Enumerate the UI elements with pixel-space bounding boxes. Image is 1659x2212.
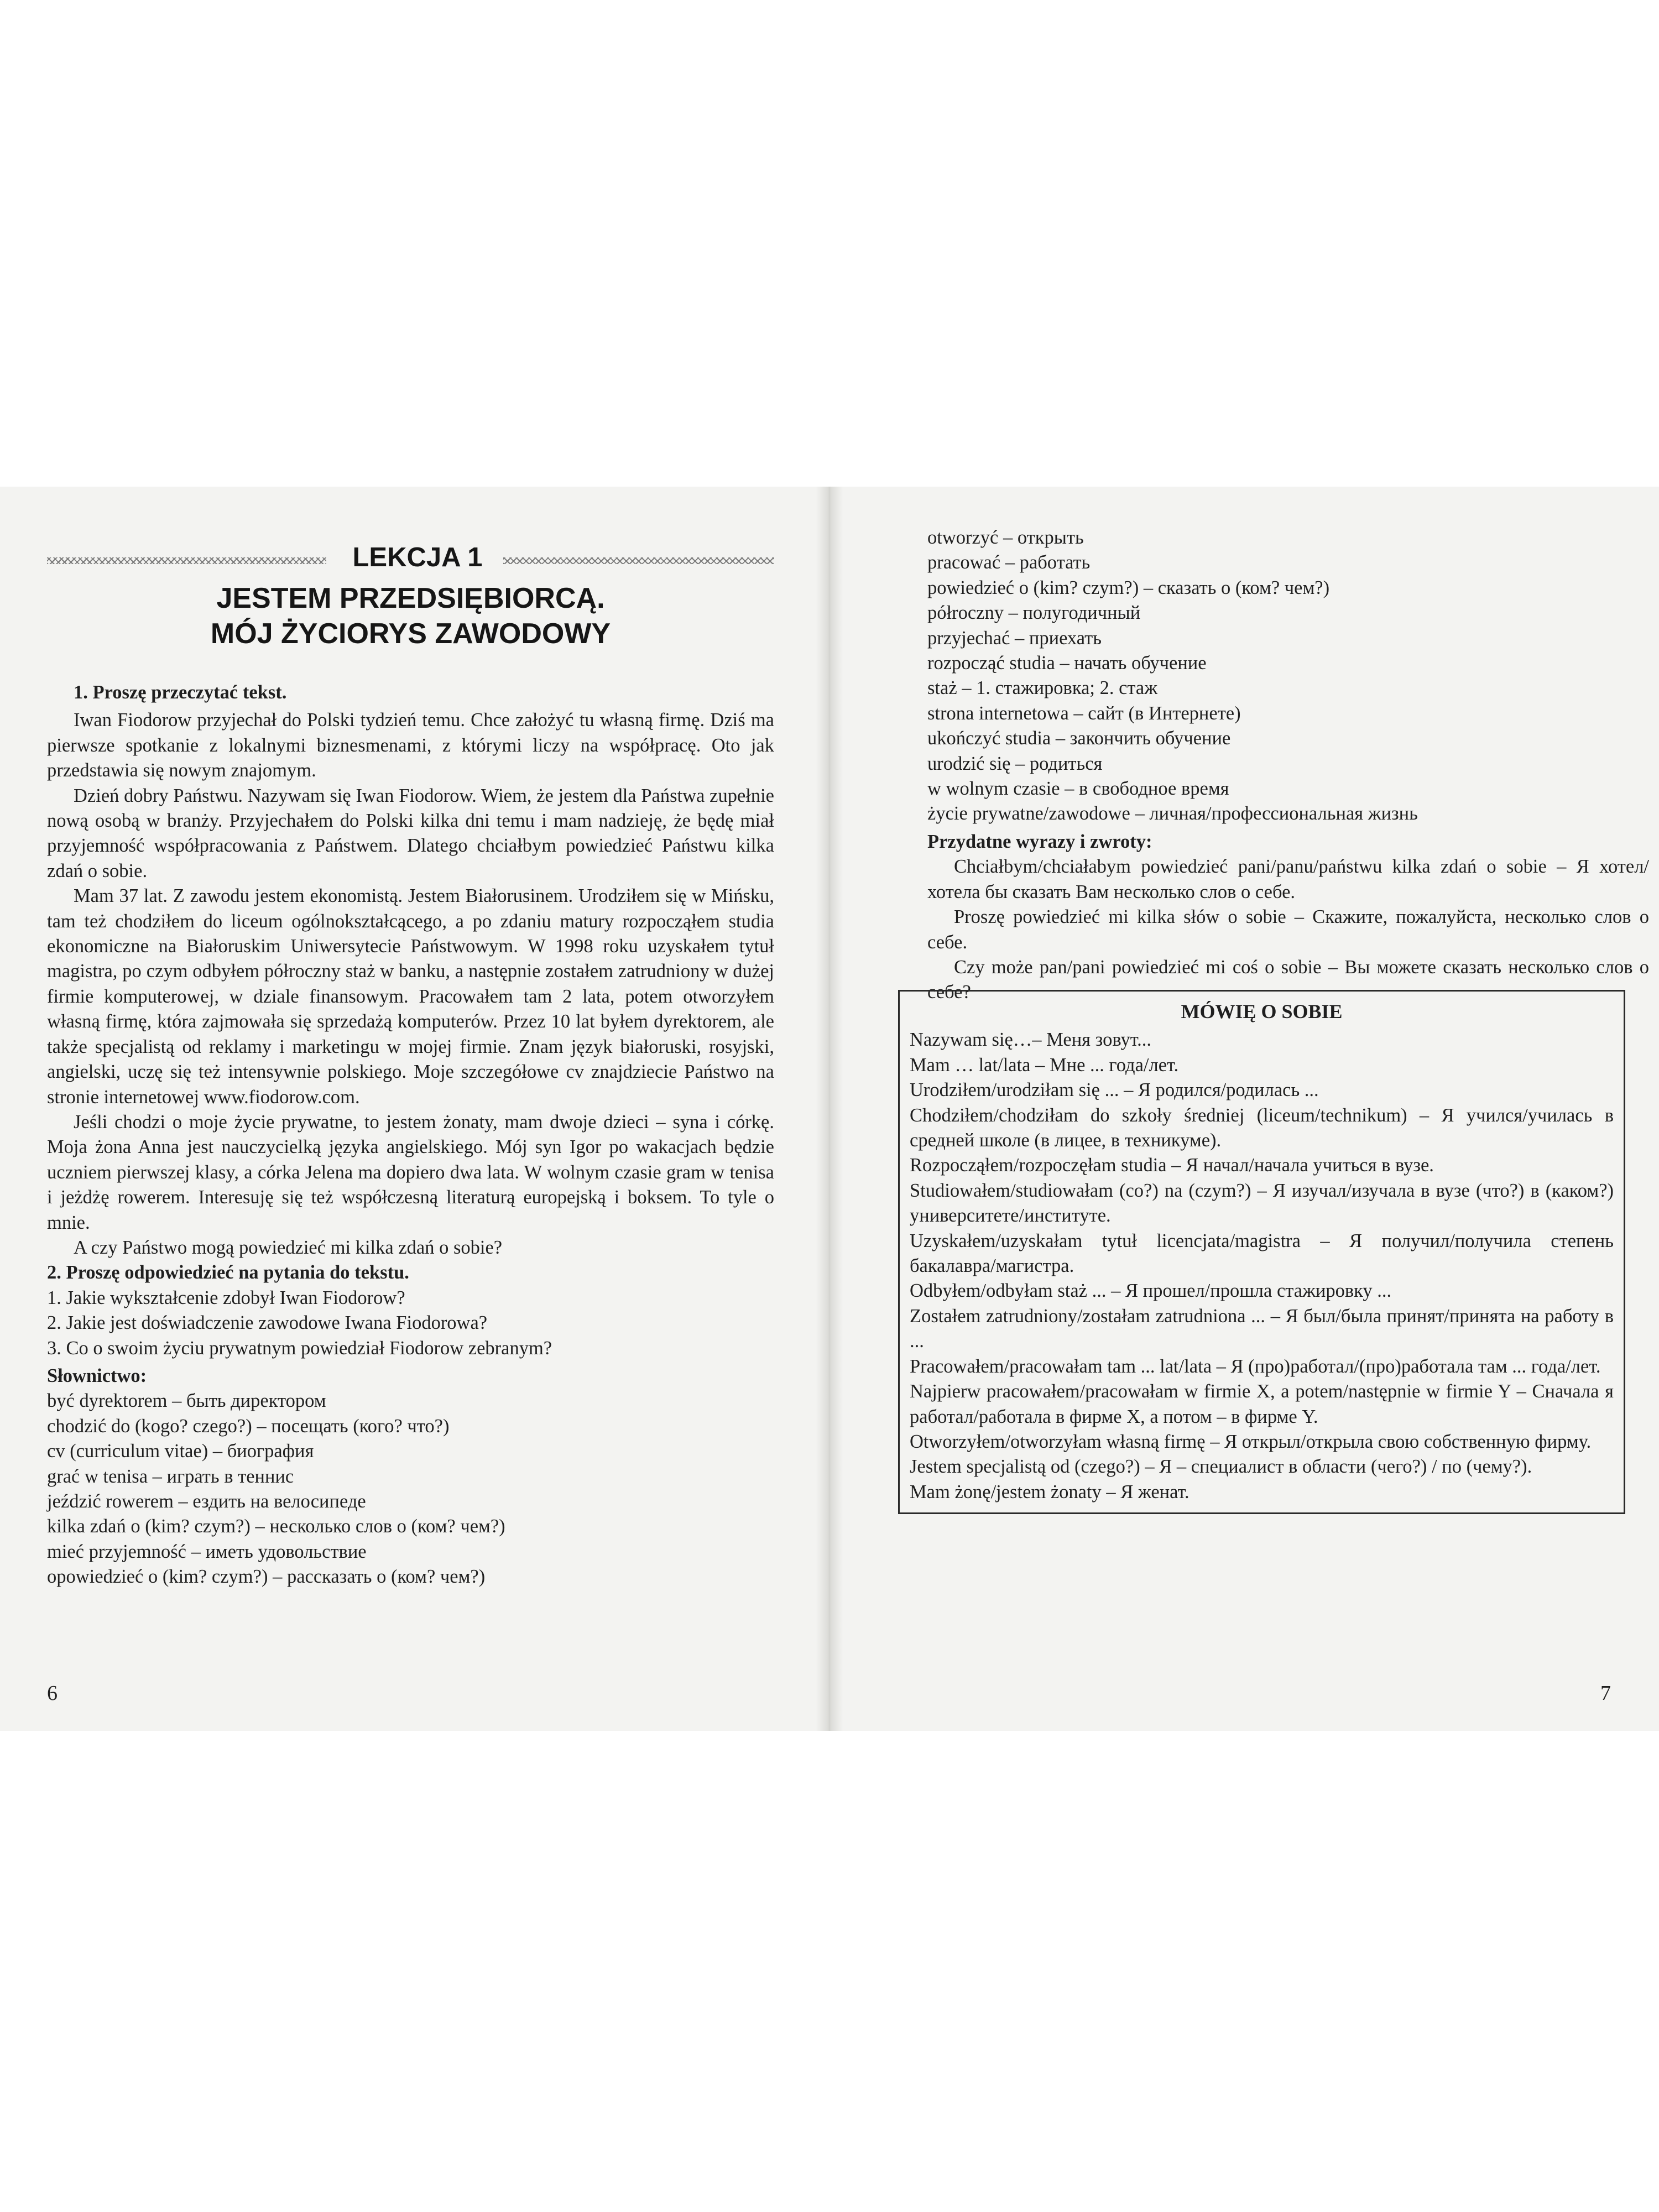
box-entry: Studiowałem/studiowałam (co?) na (czym?) – Я изучал/изучала в вузе (что?) в (каком?) университете/институте. bbox=[910, 1180, 1614, 1227]
vocab-entry: w wolnym czasie – в свободное время bbox=[927, 778, 1229, 800]
box-entry: Otworzyłem/otworzyłam własną firmę – Я открыл/открыла свою собственную фирму. bbox=[910, 1431, 1592, 1452]
reading-paragraph: Jeśli chodzi o moje życie prywatne, to jestem żonaty, mam dwoje dzieci – syna i córkę. Moja żona Anna jest nauczycielką języka angielskiego. Mój syn Igor po wakacjach będzie uczniem pierwszej klasy, a córka Jelena ma dopiero dwa lata. W wolnym czasie gram w tenisa i jeżdżę rowerem. Interesuję się też współczesną literaturą europejską i boksem. To tyle o mnie. bbox=[47, 1111, 774, 1233]
vocab-entry: strona internetowa – сайт (в Интернете) bbox=[927, 702, 1241, 724]
exercise-1-heading: 1. Proszę przeczytać tekst. bbox=[74, 682, 287, 703]
reading-paragraph: Mam 37 lat. Z zawodu jestem ekonomistą. Jestem Białorusinem. Urodziłem się w Mińsku, tam też chodziłem do liceum ogólnokształcącego, a po zdaniu matury rozpocząłem studia ekonomiczne na Białoruskim Uniwersytecie Państwowym. W 1998 roku uzyskałem tytuł magistra, po czym odbyłem półroczny staż w banku, a następnie zostałem zatrudniony w dużej firmie komputerowej, w dziale finansowym. Pracowałem tam 2 lata, potem otworzyłem własną firmę, która zajmowała się sprzedażą komputerów. Przez 10 lat byłem dyrektorem, ale także specjalistą od reklamy i marketingu w mojej firmie. Znam język białoruski, rosyjski, angielski, uczę się też intensywnie polskiego. Moje szczegółowe cv znajdziecie Państwo na stronie internetowej www.fiodorow.com. bbox=[47, 885, 774, 1108]
box-entry: Zostałem zatrudniony/zostałam zatrudniona ... – Я был/была принят/принята на работу в ... bbox=[910, 1305, 1614, 1352]
vocab-entry: otworzyć – открыть bbox=[927, 527, 1084, 548]
vocab-entry: rozpocząć studia – начать обучение bbox=[927, 653, 1207, 674]
vocab-entry: cv (curriculum vitae) – биография bbox=[47, 1441, 314, 1462]
vocab-entry: opowiedzieć o (kim? czym?) – рассказать о (ком? чем?) bbox=[47, 1566, 486, 1588]
reading-paragraph: Iwan Fiodorow przyjechał do Polski tydzień temu. Chce założyć tu własną firmę. Dziś ma pierwsze spotkanie z lokalnymi biznesmenami, z którymi liczy na współpracę. Oto jak przedstawia się nowym znajomym. bbox=[47, 709, 774, 781]
vocab-entry: staż – 1. стажировка; 2. стаж bbox=[927, 677, 1158, 699]
box-entry: Najpierw pracowałem/pracowałam w firmie X, a potem/następnie w firmie Y – Сначала я работал/работала в фирме X, а потом – в фирме Y. bbox=[910, 1381, 1614, 1427]
about-me-box bbox=[898, 990, 1625, 1514]
book-gutter bbox=[816, 487, 843, 1731]
vocab-entry: pracować – работать bbox=[927, 552, 1091, 573]
vocab-entry: grać w tenisa – играть в теннис bbox=[47, 1465, 294, 1487]
lesson-title bbox=[47, 581, 774, 651]
page-number: 6 bbox=[47, 1682, 58, 1705]
lesson-header bbox=[47, 542, 774, 575]
vocab-entry: być dyrektorem – быть директором bbox=[47, 1390, 326, 1412]
reading-paragraph: A czy Państwo mogą powiedzieć mi kilka zdań o sobie? bbox=[74, 1237, 503, 1258]
right-body bbox=[927, 525, 1649, 1005]
vocab-entry: życie prywatne/zawodowe – личная/профессиональная жизнь bbox=[927, 803, 1418, 825]
vocab-entry: powiedzieć o (kim? czym?) – сказать о (ком? чем?) bbox=[927, 577, 1330, 598]
box-entry: Jestem specjalistą od (czego?) – Я – специалист в области (чего?) / по (чему?). bbox=[910, 1456, 1532, 1478]
box-entry: Nazywam się…– Меня зовут... bbox=[910, 1029, 1152, 1051]
box-entry: Chodziłem/chodziłam do szkoły średniej (liceum/technikum) – Я учился/училась в средней школе (в лицее, в техникуме). bbox=[910, 1104, 1614, 1151]
lesson-label: LEKCJA 1 bbox=[352, 542, 483, 572]
question-item: 1. Jakie wykształcenie zdobył Iwan Fiodorow? bbox=[47, 1287, 405, 1308]
phrase-entry: Proszę powiedzieć mi kilka słów o sobie – Скажите, пожалуйста, несколько слов о себе. bbox=[927, 906, 1649, 953]
vocab-entry: ukończyć studia – закончить обучение bbox=[927, 728, 1231, 749]
box-entry: Mam żonę/jestem żonaty – Я женат. bbox=[910, 1481, 1190, 1503]
page-number: 7 bbox=[1600, 1682, 1611, 1705]
box-title: MÓWIĘ O SOBIE bbox=[1181, 1000, 1343, 1022]
vocabulary-heading: Słownictwo: bbox=[47, 1365, 147, 1386]
question-item: 2. Jakie jest doświadczenie zawodowe Iwana Fiodorowa? bbox=[47, 1312, 488, 1334]
right-page bbox=[843, 487, 1659, 1731]
vocab-entry: przyjechać – приехать bbox=[927, 627, 1102, 649]
vocab-entry: kilka zdań o (kim? czym?) – несколько слов о (ком? чем?) bbox=[47, 1516, 505, 1537]
box-entry: Mam … lat/lata – Мне ... года/лет. bbox=[910, 1054, 1179, 1076]
left-body bbox=[47, 680, 774, 1590]
phrases-heading: Przydatne wyrazy i zwroty: bbox=[927, 831, 1152, 852]
box-entry: Rozpocząłem/rozpoczęłam studia – Я начал/начала учиться в вузе. bbox=[910, 1155, 1434, 1176]
decorative-border-right bbox=[503, 557, 774, 564]
vocab-entry: urodzić się – родиться bbox=[927, 753, 1103, 774]
reading-paragraph: Dzień dobry Państwu. Nazywam się Iwan Fiodorow. Wiem, że jestem dla Państwa zupełnie nową osobą w branży. Przyjechałem do Polski kilka dni temu i mam nadzieję, że będę miał przyjemność współpracowania z Państwem. Dlatego chciałbym powiedzieć Państwu kilka zdań o sobie. bbox=[47, 785, 774, 881]
title-line-1: JESTEM PRZEDSIĘBIORCĄ. bbox=[216, 582, 605, 614]
question-item: 3. Co o swoim życiu prywatnym powiedział Fiodorow zebranym? bbox=[47, 1337, 552, 1359]
decorative-border-left bbox=[47, 557, 326, 564]
vocab-entry: jeździć rowerem – ездить на велосипеде bbox=[47, 1491, 366, 1512]
phrase-entry: Chciałbym/chciałabym powiedzieć pani/panu/państwu kilka zdań o sobie – Я хотел/хотела бы сказать Вам несколько слов о себе. bbox=[927, 856, 1649, 902]
title-line-2: MÓJ ŻYCIORYS ZAWODOWY bbox=[210, 618, 611, 650]
phrase-entry: Czy może pan/pani powiedzieć mi coś o sobie – Вы можете сказать несколько слов о себе? bbox=[927, 956, 1649, 1003]
vocab-entry: mieć przyjemność – иметь удовольствие bbox=[47, 1541, 367, 1562]
vocab-entry: chodzić do (kogo? czego?) – посещать (кого? что?) bbox=[47, 1415, 450, 1437]
exercise-2-heading: 2. Proszę odpowiedzieć na pytania do tekstu. bbox=[47, 1262, 409, 1284]
box-entry: Urodziłem/urodziłam się ... – Я родился/родилась ... bbox=[910, 1079, 1319, 1101]
left-page bbox=[0, 487, 816, 1731]
vocab-entry: półroczny – полугодичный bbox=[927, 602, 1141, 624]
box-entry: Uzyskałem/uzyskałam tytuł licencjata/magistra – Я получил/получила степень бакалавра/магистра. bbox=[910, 1230, 1614, 1277]
box-entry: Pracowałem/pracowałam tam ... lat/lata – Я (про)работал/(про)работала там ... года/лет. bbox=[910, 1355, 1601, 1377]
box-entry: Odbyłem/odbyłam staż ... – Я прошел/прошла стажировку ... bbox=[910, 1280, 1392, 1302]
